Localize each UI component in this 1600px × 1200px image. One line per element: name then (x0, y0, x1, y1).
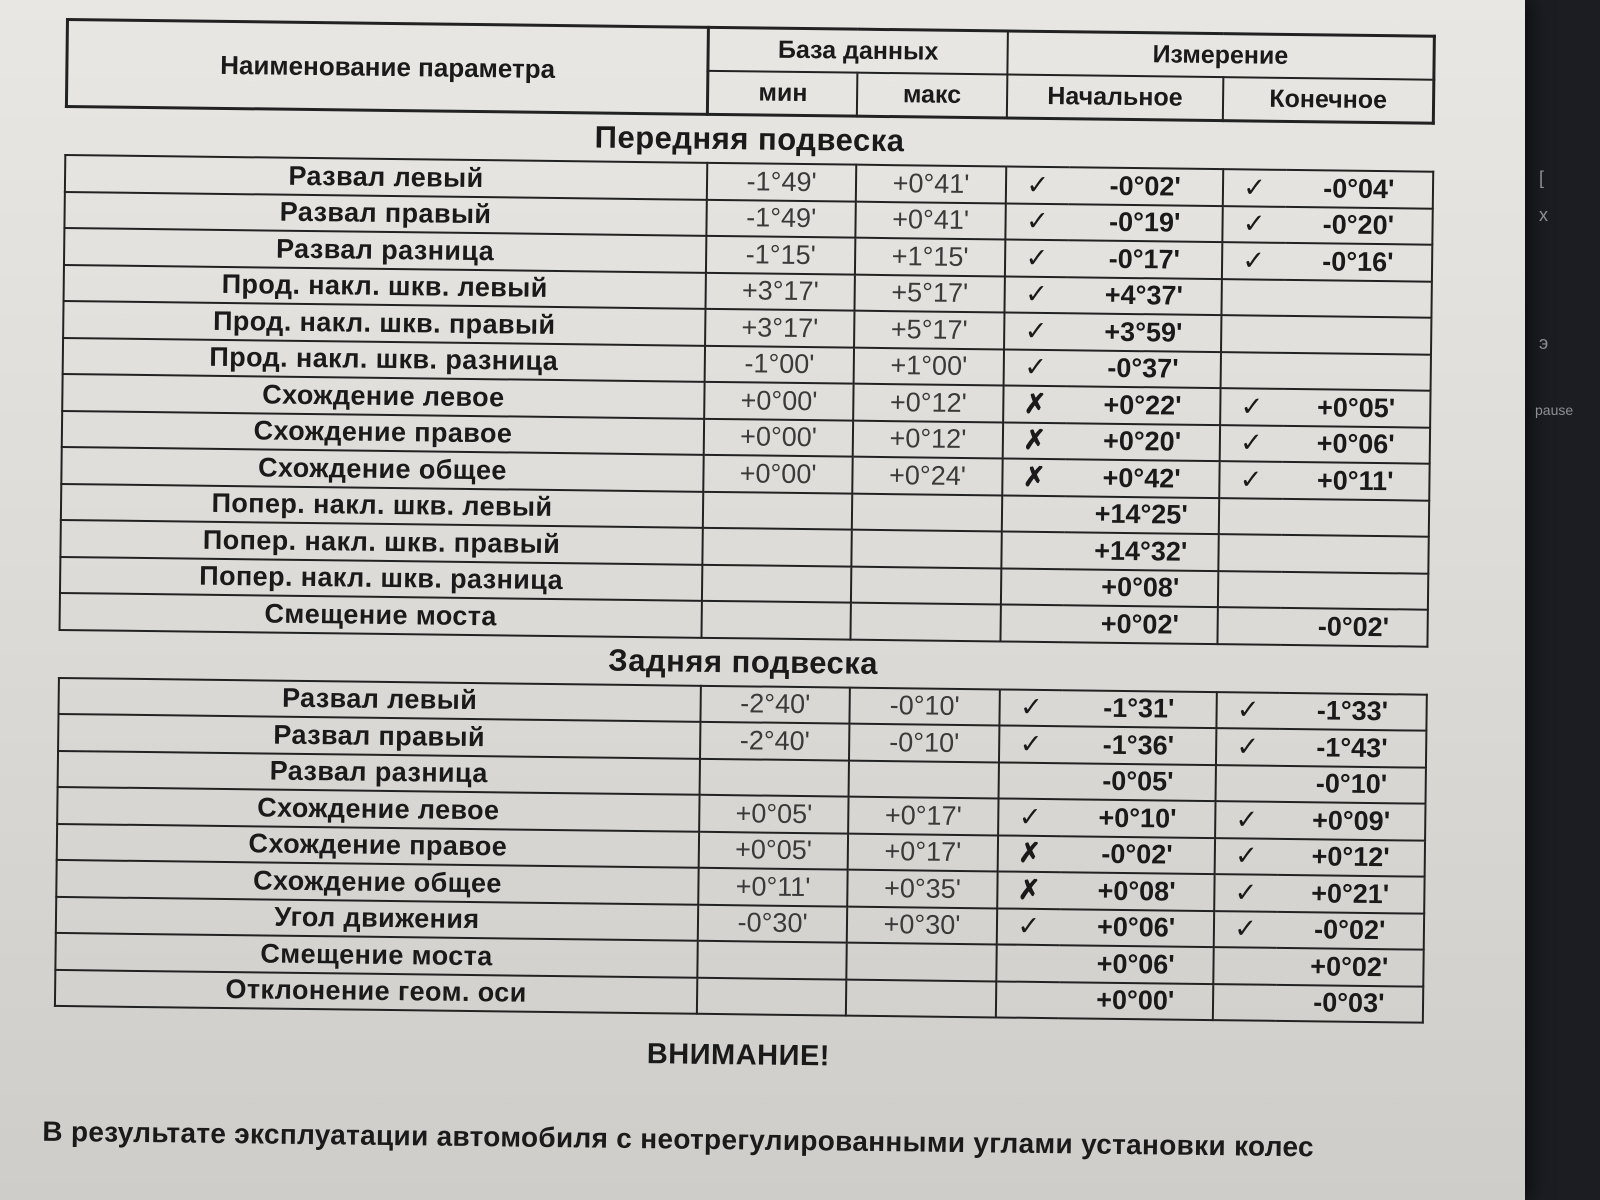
initial-status-icon (1002, 495, 1066, 532)
param-name-cell: Развал правый (64, 191, 706, 235)
min-cell: -1°00' (705, 345, 855, 383)
max-cell: +0°41' (856, 201, 1006, 239)
initial-status-icon: ✗ (997, 835, 1061, 872)
keyboard-key-label: х (1539, 205, 1548, 225)
final-status-icon (1215, 765, 1279, 802)
min-cell: -1°15' (706, 236, 856, 274)
initial-value-cell: +0°00' (1059, 982, 1213, 1020)
param-name-cell: Развал левый (65, 155, 707, 199)
max-cell (852, 530, 1002, 568)
final-value-cell: +0°06' (1282, 425, 1430, 463)
initial-status-icon: ✓ (1004, 312, 1068, 349)
max-cell (851, 603, 1001, 641)
min-cell: +0°05' (699, 831, 849, 869)
max-cell: +0°12' (853, 420, 1003, 458)
max-cell: -0°10' (849, 724, 999, 762)
final-value-cell (1281, 571, 1429, 609)
initial-value-cell: -1°36' (1062, 726, 1216, 764)
min-cell: -2°40' (700, 685, 850, 723)
final-status-icon: ✓ (1222, 169, 1286, 206)
final-value-cell: -0°04' (1285, 170, 1433, 208)
final-status-icon: ✓ (1215, 801, 1279, 838)
param-name-cell: Схождение правое (62, 410, 704, 454)
rear-suspension-table (54, 676, 1428, 1023)
param-name-cell: Попер. накл. шкв. разница (60, 556, 702, 600)
param-name-cell: Смещение моста (60, 593, 702, 637)
final-status-icon: ✓ (1216, 692, 1280, 729)
min-cell (699, 758, 849, 796)
initial-header: Начальное (1006, 74, 1223, 120)
final-value-cell (1284, 316, 1432, 354)
max-cell (851, 566, 1001, 604)
param-name-cell: Схождение общее (56, 860, 698, 904)
final-status-icon (1221, 279, 1285, 316)
final-status-icon: ✓ (1219, 425, 1283, 462)
initial-status-icon: ✗ (1002, 422, 1066, 459)
initial-status-icon (1000, 604, 1064, 641)
max-cell: +5°17' (854, 311, 1004, 349)
final-value-cell (1281, 535, 1429, 573)
initial-status-icon: ✓ (1004, 276, 1068, 313)
min-cell (697, 977, 847, 1015)
param-name-cell: Отклонение геом. оси (55, 969, 697, 1013)
initial-value-cell: -1°31' (1062, 690, 1216, 728)
max-cell (847, 943, 997, 981)
param-name-cell: Попер. накл. шкв. левый (61, 483, 703, 527)
database-header: База данных (708, 27, 1007, 74)
attention-heading: ВНИМАНИЕ! (646, 1038, 831, 1073)
param-name-header: Наименование параметра (66, 20, 708, 115)
initial-status-icon: ✗ (1003, 385, 1067, 422)
initial-status-icon: ✓ (997, 908, 1061, 945)
min-cell: +0°00' (703, 455, 853, 493)
param-name-cell: Схождение правое (57, 823, 699, 867)
initial-value-cell: +14°25' (1065, 496, 1219, 534)
max-cell: +0°17' (848, 797, 998, 835)
initial-status-icon (1001, 531, 1065, 568)
min-header: мин (708, 71, 858, 116)
alignment-report (42, 18, 1436, 1165)
param-name-cell: Прод. накл. шкв. правый (63, 301, 705, 345)
param-name-cell: Схождение общее (61, 447, 703, 491)
initial-value-cell: +0°20' (1066, 423, 1220, 461)
min-cell (697, 941, 847, 979)
min-cell: +0°00' (704, 418, 854, 456)
max-cell: +1°00' (854, 347, 1004, 385)
final-value-cell: -0°16' (1285, 243, 1433, 281)
initial-status-icon: ✗ (1002, 458, 1066, 495)
final-status-icon: ✓ (1213, 911, 1277, 948)
max-cell: +0°24' (853, 457, 1003, 495)
final-status-icon: ✓ (1220, 388, 1284, 425)
initial-status-icon: ✓ (1003, 349, 1067, 386)
max-cell (849, 760, 999, 798)
initial-value-cell: +0°06' (1060, 909, 1214, 947)
final-value-cell: -1°43' (1279, 729, 1427, 767)
initial-value-cell: +0°22' (1066, 386, 1220, 424)
header-table (65, 18, 1436, 125)
final-status-icon (1217, 571, 1281, 608)
initial-value-cell: +0°06' (1059, 945, 1213, 983)
keyboard-key-label: [ (1539, 168, 1545, 188)
param-name-cell: Развал разница (58, 750, 700, 794)
min-cell: +3°17' (705, 309, 855, 347)
initial-status-icon (996, 981, 1060, 1018)
initial-value-cell: +4°37' (1067, 277, 1221, 315)
final-value-cell (1283, 352, 1431, 390)
param-name-cell: Схождение левое (57, 787, 699, 831)
param-name-cell: Развал правый (58, 714, 700, 758)
min-cell: +0°11' (698, 868, 848, 906)
param-name-cell: Схождение левое (62, 374, 704, 418)
final-value-cell: +0°09' (1278, 802, 1426, 840)
initial-value-cell: -0°17' (1068, 240, 1222, 278)
max-header: макс (857, 73, 1007, 118)
max-cell: +1°15' (855, 238, 1005, 276)
max-cell: +0°17' (848, 833, 998, 871)
measurement-header: Измерение (1007, 31, 1434, 80)
keyboard-key-label: э (1539, 333, 1549, 353)
initial-value-cell: +0°42' (1065, 459, 1219, 497)
min-cell: +0°00' (704, 382, 854, 420)
final-status-icon: ✓ (1222, 206, 1286, 243)
initial-status-icon: ✓ (999, 725, 1063, 762)
min-cell (701, 601, 851, 639)
param-name-cell: Попер. накл. шкв. правый (60, 520, 702, 564)
min-cell (702, 564, 852, 602)
initial-status-icon: ✗ (997, 871, 1061, 908)
initial-status-icon: ✓ (1005, 203, 1069, 240)
min-cell: -1°49' (706, 199, 856, 237)
initial-value-cell: +0°02' (1063, 605, 1217, 643)
final-status-icon: ✓ (1214, 874, 1278, 911)
max-cell (846, 979, 996, 1017)
max-cell (852, 493, 1002, 531)
initial-value-cell: -0°02' (1061, 836, 1215, 874)
min-cell: -2°40' (700, 722, 850, 760)
initial-status-icon: ✓ (1005, 239, 1069, 276)
initial-value-cell: +0°08' (1064, 569, 1218, 607)
final-header: Конечное (1223, 77, 1434, 123)
final-value-cell (1281, 498, 1429, 536)
param-name-cell: Развал левый (58, 677, 700, 721)
max-cell: +0°35' (848, 870, 998, 908)
initial-status-icon (996, 944, 1060, 981)
final-value-cell: -1°33' (1279, 692, 1427, 730)
warning-text: В результате эксплуатации автомобиля с неотрегулированными углами установки колес (42, 1115, 1315, 1163)
param-name-cell: Прод. накл. шкв. разница (63, 337, 705, 381)
final-value-cell: +0°12' (1277, 838, 1425, 876)
max-cell: +0°41' (856, 165, 1006, 203)
min-cell (702, 528, 852, 566)
final-value-cell (1284, 279, 1432, 317)
final-value-cell: +0°11' (1282, 462, 1430, 500)
final-value-cell: +0°02' (1276, 948, 1424, 986)
final-value-cell: -0°02' (1280, 608, 1428, 646)
initial-status-icon: ✓ (1006, 166, 1070, 203)
max-cell: -0°10' (850, 687, 1000, 725)
final-status-icon (1221, 315, 1285, 352)
final-value-cell: +0°21' (1277, 875, 1425, 913)
front-suspension-table (59, 154, 1435, 647)
max-cell: +0°30' (847, 906, 997, 944)
rear-section-title: Задняя подвеска (608, 642, 879, 681)
min-cell: -0°30' (698, 904, 848, 942)
keyboard-edge (1525, 0, 1600, 1200)
min-cell: +0°05' (699, 795, 849, 833)
final-value-cell: -0°20' (1285, 206, 1433, 244)
final-status-icon (1217, 607, 1281, 644)
max-cell: +0°12' (853, 384, 1003, 422)
initial-status-icon: ✓ (998, 798, 1062, 835)
final-status-icon: ✓ (1214, 838, 1278, 875)
initial-value-cell: +0°08' (1060, 872, 1214, 910)
initial-status-icon: ✓ (999, 689, 1063, 726)
final-value-cell: -0°03' (1275, 984, 1423, 1022)
final-value-cell: -0°02' (1276, 911, 1424, 949)
param-name-cell: Угол движения (56, 896, 698, 940)
keyboard-key-label: pause (1535, 402, 1574, 418)
final-status-icon (1218, 534, 1282, 571)
min-cell (703, 491, 853, 529)
final-status-icon (1212, 984, 1276, 1021)
initial-value-cell: +3°59' (1067, 313, 1221, 351)
initial-value-cell: -0°05' (1061, 763, 1215, 801)
initial-value-cell: +0°10' (1061, 799, 1215, 837)
initial-value-cell: -0°37' (1066, 350, 1220, 388)
param-name-cell: Развал разница (64, 228, 706, 272)
final-status-icon (1220, 352, 1284, 389)
param-name-cell: Смещение моста (55, 933, 697, 977)
min-cell: +3°17' (705, 272, 855, 310)
final-status-icon (1213, 947, 1277, 984)
initial-value-cell: +14°32' (1064, 532, 1218, 570)
initial-value-cell: -0°02' (1069, 167, 1223, 205)
final-value-cell: +0°05' (1283, 389, 1431, 427)
front-section-title: Передняя подвеска (594, 119, 905, 159)
final-value-cell: -0°10' (1278, 765, 1426, 803)
min-cell: -1°49' (707, 163, 857, 201)
final-status-icon (1218, 498, 1282, 535)
final-status-icon: ✓ (1221, 242, 1285, 279)
max-cell: +5°17' (855, 274, 1005, 312)
final-status-icon: ✓ (1219, 461, 1283, 498)
initial-value-cell: -0°19' (1068, 204, 1222, 242)
initial-status-icon (998, 762, 1062, 799)
final-status-icon: ✓ (1215, 728, 1279, 765)
param-name-cell: Прод. накл. шкв. левый (64, 264, 706, 308)
initial-status-icon (1001, 568, 1065, 605)
